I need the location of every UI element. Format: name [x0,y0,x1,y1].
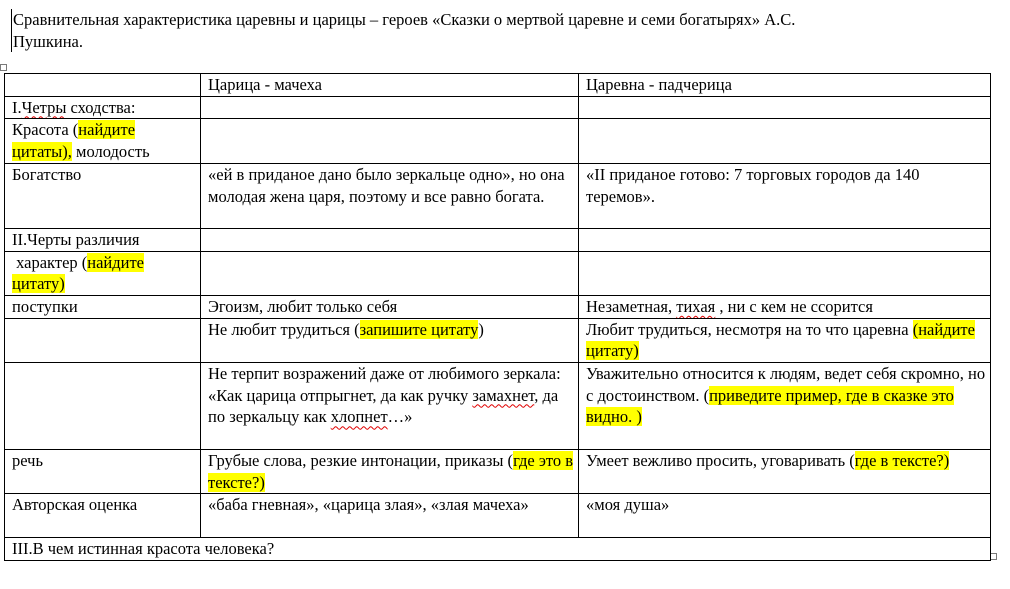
table-cell[interactable] [579,251,991,295]
spellcheck-word: хлопнет [330,407,388,427]
table-row [5,538,991,561]
table-row [5,295,991,318]
table-row [5,163,991,228]
table-cell[interactable] [201,96,579,119]
spellcheck-word: тихая [676,296,716,316]
highlighted-task: (найдите цитату) [586,319,975,361]
table-cell[interactable] [579,96,991,119]
label-text: Красота ( [12,120,79,140]
highlighted-task: приведите пример, где в сказке это видно. ) [586,385,954,427]
highlighted-task: запишите цитату [359,319,479,339]
cell-text: Грубые слова, резкие интонации, приказы ( [208,451,514,471]
comparison-table [4,73,991,561]
document-title [11,9,973,52]
cell-text: Умеет вежливо просить, уговаривать ( [586,451,855,471]
row-label-deeds[interactable]: поступки [5,295,201,318]
table-row [5,450,991,494]
table-cell[interactable] [201,251,579,295]
spellcheck-word: Четры [21,97,67,117]
table-cell[interactable] [579,228,991,251]
queen-author-cell[interactable]: «баба гневная», «царица злая», «злая мачеха» [201,494,579,538]
table-cell[interactable] [201,228,579,251]
spellcheck-word: замахнет [472,385,535,405]
cell-text: …» [387,407,413,427]
cell-text: Уважительно относится к людям, ведет себя скромно, но с достоинством. ( [586,364,986,405]
table-move-handle[interactable] [0,64,7,71]
table-resize-handle[interactable] [990,553,997,560]
label-text: I. [12,97,22,117]
princess-work-cell[interactable] [579,318,991,362]
column-header-queen[interactable]: Царица - мачеха [201,74,579,97]
table-row [5,228,991,251]
table-row [5,494,991,538]
cell-text: ) [478,319,484,339]
row-label-true-beauty[interactable]: III.В чем истинная красота человека? [5,538,991,561]
row-label-wealth[interactable]: Богатство [5,163,201,228]
princess-deeds-cell[interactable] [579,295,991,318]
table-row [5,96,991,119]
row-label-similarity[interactable] [5,96,201,119]
table-cell[interactable] [201,119,579,163]
title-line-1: Сравнительная характеристика царевны и царицы – героев «Сказки о мертвой царевне и семи богатырях» А.С. [13,10,796,29]
row-label-character[interactable] [5,251,201,295]
table-row [5,363,991,450]
cell-text: Любит трудиться, несмотря на то что царевна [586,319,913,339]
row-label-author[interactable]: Авторская оценка [5,494,201,538]
table-cell[interactable] [5,363,201,450]
title-line-2: Пушкина. [13,31,83,51]
label-text: молодость [71,142,150,162]
cell-text: Не любит трудиться ( [208,319,360,339]
cell-text: , ни с кем не ссорится [715,296,873,316]
queen-speech-cell[interactable] [201,450,579,494]
table-row [5,251,991,295]
row-label-beauty[interactable] [5,119,201,163]
row-label-difference[interactable]: II.Черты различия [5,228,201,251]
queen-work-cell[interactable] [201,318,579,362]
princess-author-cell[interactable]: «моя душа» [579,494,991,538]
queen-deeds-cell[interactable]: Эгоизм, любит только себя [201,295,579,318]
princess-respect-cell[interactable] [579,363,991,450]
table-cell[interactable] [5,74,201,97]
highlighted-task: найдите цитаты), [12,120,136,162]
princess-wealth-cell[interactable]: «II приданое готово: 7 торговых городов да 140 теремов». [579,163,991,228]
highlighted-task: где это в тексте?) [208,451,574,492]
princess-speech-cell[interactable] [579,450,991,494]
column-header-princess[interactable]: Царевна - падчерица [579,74,991,97]
table-cell[interactable] [5,318,201,362]
table-cell[interactable] [579,119,991,163]
row-label-speech[interactable]: речь [5,450,201,494]
label-text: характер ( [12,252,88,272]
cell-text: Незаметная, [586,296,677,316]
table-header-row [5,74,991,97]
label-text: сходства: [66,97,136,117]
table-row [5,318,991,362]
highlighted-task: найдите цитату) [12,252,145,294]
queen-objection-cell[interactable] [201,363,579,450]
table-row [5,119,991,163]
cell-text: , да по зеркальцу как [208,385,559,427]
cell-text: Не терпит возражений даже от любимого зеркала: «Как царица отпрыгнет, да как ручку [208,364,561,405]
highlighted-task: где в тексте?) [854,451,950,471]
queen-wealth-cell[interactable]: «ей в приданое дано было зеркальце одно», но она молодая жена царя, поэтому и все равно богата. [201,163,579,228]
